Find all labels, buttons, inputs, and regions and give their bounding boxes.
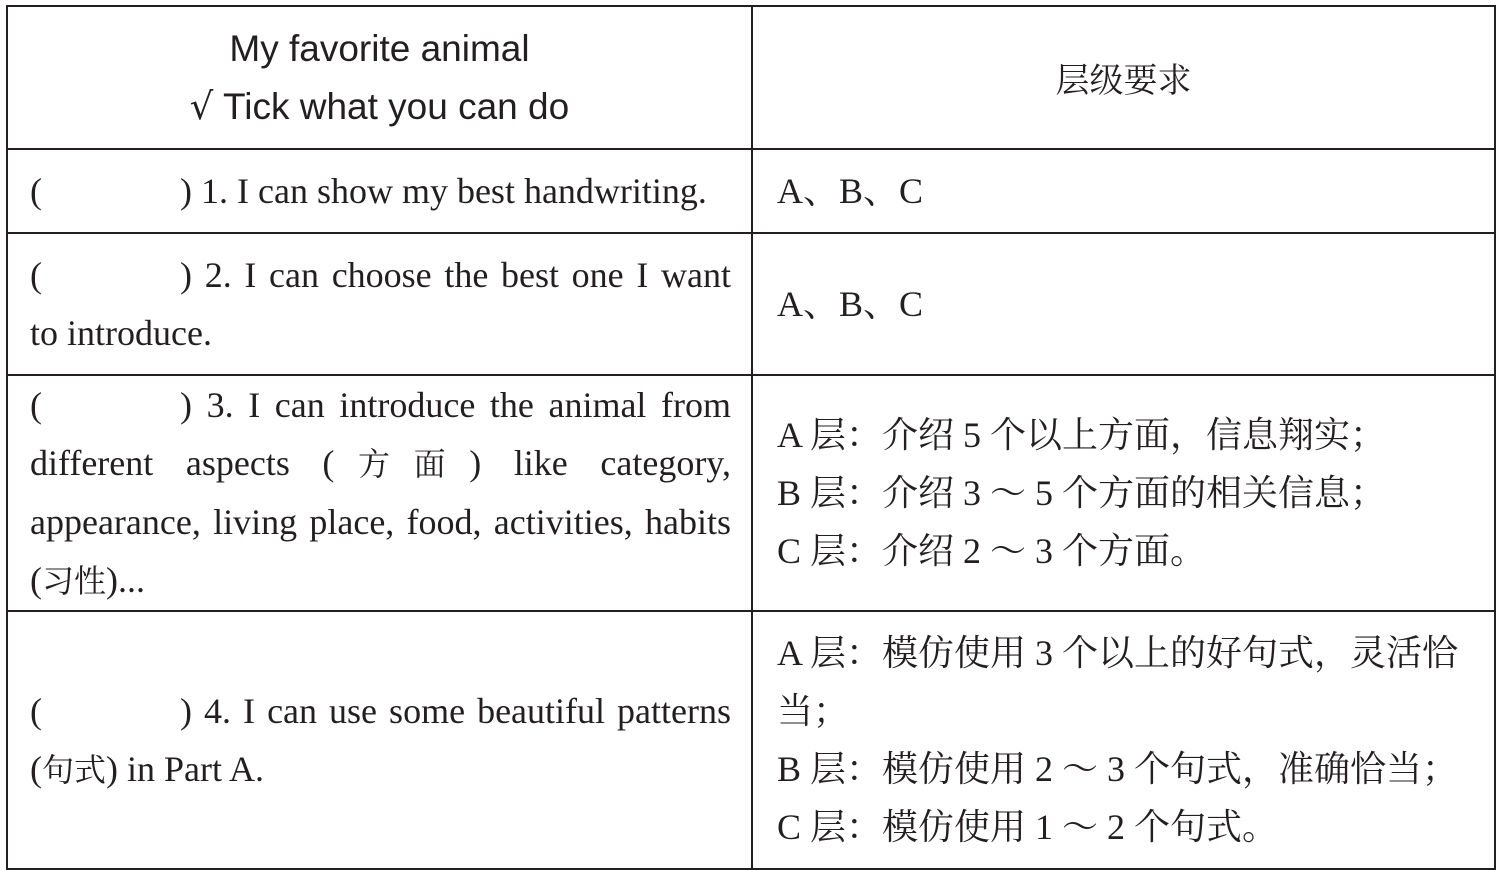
- level-requirement-heading: 层级要求: [1055, 61, 1192, 101]
- tick-box-open: (: [30, 690, 42, 731]
- gloss-aspects: 方面: [334, 445, 470, 483]
- statement-cell: [7, 149, 752, 233]
- levels-cell: [752, 375, 1495, 611]
- tick-box-open: (: [30, 171, 42, 211]
- level-a: A 层：介绍 5 个以上方面，信息翔实；: [777, 415, 1387, 455]
- statement-text-end: ) in Part A.: [106, 748, 265, 789]
- header-right-cell: [752, 6, 1495, 149]
- header-title: My favorite animal: [229, 27, 530, 69]
- table-row: [7, 149, 1495, 233]
- table-row: [7, 611, 1495, 869]
- header-row: [7, 6, 1495, 149]
- header-left-cell: [7, 6, 752, 149]
- levels-cell: [752, 611, 1495, 869]
- level-b: B 层：模仿使用 2 ～ 3 个句式，准确恰当；: [777, 749, 1459, 789]
- statement-text: 1. I can show my best handwriting.: [201, 171, 707, 211]
- statement-text: 3. I can introduce the animal from different aspects (: [30, 385, 732, 483]
- gloss-habits: 习性: [42, 562, 107, 600]
- tick-box-close: ): [180, 690, 192, 731]
- self-assessment-table: [6, 5, 1496, 870]
- header-instruction: [8, 78, 751, 136]
- statement-cell: [7, 375, 752, 611]
- level-c: C 层：介绍 2 ～ 3 个方面。: [777, 531, 1207, 571]
- tick-box-close: ): [180, 255, 192, 295]
- table-row: [7, 233, 1495, 375]
- statement-text: 4. I can use some beautiful patterns (: [30, 690, 731, 789]
- levels-cell: [752, 149, 1495, 233]
- tick-box-open: (: [30, 255, 42, 295]
- tick-box-close: ): [180, 385, 192, 425]
- statement-text-cont: ) like category, appearance, living place, food, activities, habits (: [30, 443, 731, 600]
- tick-box-open: (: [30, 385, 42, 425]
- level-line: A、B、C: [777, 171, 924, 211]
- level-line: A、B、C: [777, 284, 924, 324]
- table-row: [7, 375, 1495, 611]
- statement-cell: [7, 611, 752, 869]
- tick-icon: √: [189, 84, 214, 128]
- level-b: B 层：介绍 3 ～ 5 个方面的相关信息；: [777, 473, 1387, 513]
- level-c: C 层：模仿使用 1 ～ 2 个句式。: [777, 807, 1279, 847]
- statement-cell: [7, 233, 752, 375]
- levels-cell: [752, 233, 1495, 375]
- gloss-patterns: 句式: [42, 750, 107, 789]
- statement-text: 2. I can choose the best one I want to introduce.: [30, 255, 732, 353]
- tick-box-close: ): [180, 171, 192, 211]
- header-instruction-text: Tick what you can do: [223, 85, 570, 127]
- level-a: A 层：模仿使用 3 个以上的好句式，灵活恰当；: [777, 633, 1459, 731]
- statement-text-end: )...: [106, 560, 146, 600]
